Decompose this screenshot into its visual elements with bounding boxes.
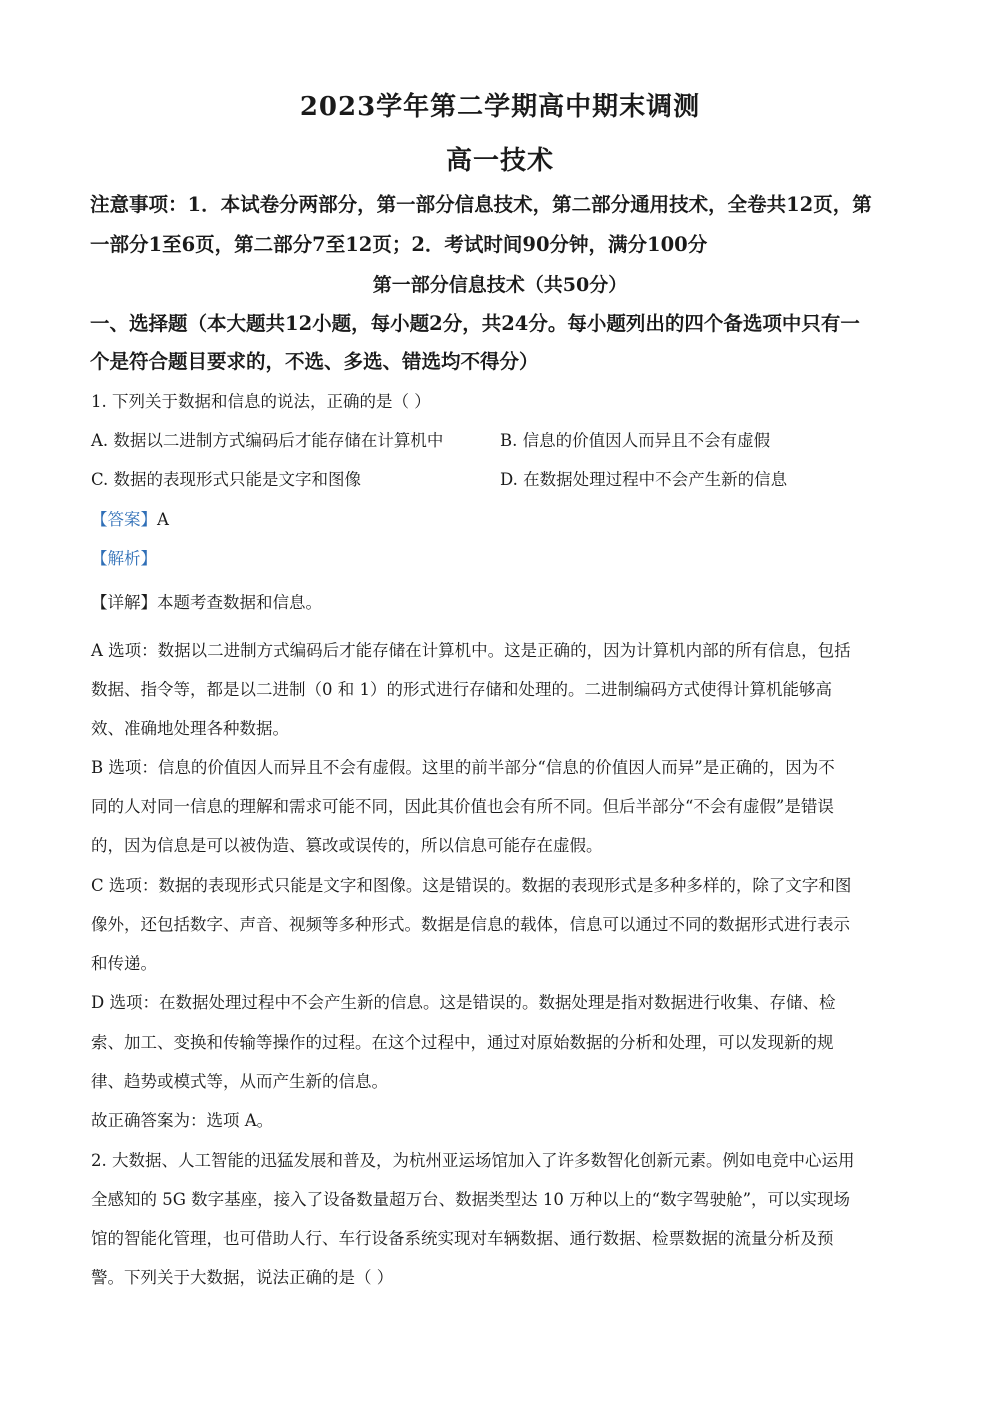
explain-d-line: D 选项：在数据处理过程中不会产生新的信息。这是错误的。数据处理是指对数据进行收集、存储、检 bbox=[91, 993, 836, 1012]
explain-c-line: C 选项：数据的表现形式只能是文字和图像。这是错误的。数据的表现形式是多种多样的，除了文字和图 bbox=[91, 876, 852, 895]
question-2-line: 馆的智能化管理，也可借助人行、车行设备系统实现对车辆数据、通行数据、检票数据的流量分析及预 bbox=[91, 1229, 834, 1248]
answer-value: A bbox=[157, 510, 169, 529]
explain-b-line: B 选项：信息的价值因人而异且不会有虚假。这里的前半部分“信息的价值因人而异”是正确的，因为不 bbox=[91, 758, 835, 777]
notice-line-2: 一部分1至6页，第二部分7至12页；2．考试时间90分钟，满分100分 bbox=[90, 233, 708, 256]
explain-b-line: 同的人对同一信息的理解和需求可能不同，因此其价值也会有所不同。但后半部分“不会有虚假”是错误 bbox=[91, 797, 834, 816]
question-2-line: 警。下列关于大数据，说法正确的是（ ） bbox=[91, 1268, 394, 1287]
part-heading: 第一部分信息技术（共50分） bbox=[372, 274, 628, 296]
explain-d-line: 律、趋势或模式等，从而产生新的信息。 bbox=[91, 1072, 388, 1091]
section-instruction-line-1: 一、选择题（本大题共12小题，每小题2分，共24分。每小题列出的四个备选项中只有一 bbox=[90, 312, 860, 335]
question-1-option-c: C. 数据的表现形式只能是文字和图像 bbox=[91, 470, 362, 489]
question-1-option-d: D. 在数据处理过程中不会产生新的信息 bbox=[500, 470, 788, 489]
explain-a-line: 数据、指令等，都是以二进制（0 和 1）的形式进行存储和处理的。二进制编码方式使得计算机能够高 bbox=[91, 680, 832, 699]
answer-line bbox=[91, 506, 911, 530]
explain-b-line: 的，因为信息是可以被伪造、篡改或误传的，所以信息可能存在虚假。 bbox=[91, 836, 603, 855]
notice-line-1: 注意事项：1．本试卷分两部分，第一部分信息技术，第二部分通用技术，全卷共12页，第 bbox=[90, 193, 872, 216]
conclusion-line: 故正确答案为：选项 A。 bbox=[91, 1111, 274, 1130]
explain-c-line: 像外，还包括数字、声音、视频等多种形式。数据是信息的载体，信息可以通过不同的数据形式进行表示 bbox=[91, 915, 850, 934]
explain-a-line: A 选项：数据以二进制方式编码后才能存储在计算机中。这是正确的，因为计算机内部的所有信息，包括 bbox=[91, 641, 851, 660]
question-1-option-a: A. 数据以二进制方式编码后才能存储在计算机中 bbox=[91, 431, 444, 450]
detail-line: 【详解】本题考查数据和信息。 bbox=[91, 593, 322, 612]
question-2-line: 全感知的 5G 数字基座，接入了设备数量超万台、数据类型达 10 万种以上的“数字驾驶舱”，可以实现场 bbox=[91, 1190, 851, 1209]
analysis-tag: 【解析】 bbox=[91, 549, 157, 568]
answer-tag: 【答案】 bbox=[91, 510, 157, 529]
question-2-line: 2. 大数据、人工智能的迅猛发展和普及，为杭州亚运场馆加入了许多数智化创新元素。例如电竞中心运用 bbox=[91, 1151, 855, 1170]
explain-d-line: 索、加工、变换和传输等操作的过程。在这个过程中，通过对原始数据的分析和处理，可以发现新的规 bbox=[91, 1033, 834, 1052]
question-1-stem: 1. 下列关于数据和信息的说法，正确的是（ ） bbox=[91, 392, 431, 411]
exam-subtitle: 高一技术 bbox=[445, 146, 554, 176]
explain-c-line: 和传递。 bbox=[91, 954, 157, 973]
question-1-option-b: B. 信息的价值因人而异且不会有虚假 bbox=[500, 431, 771, 450]
section-instruction-line-2: 个是符合题目要求的，不选、多选、错选均不得分） bbox=[90, 350, 539, 373]
explain-a-line: 效、准确地处理各种数据。 bbox=[91, 719, 289, 738]
exam-title: 2023学年第二学期高中期末调测 bbox=[299, 92, 701, 122]
